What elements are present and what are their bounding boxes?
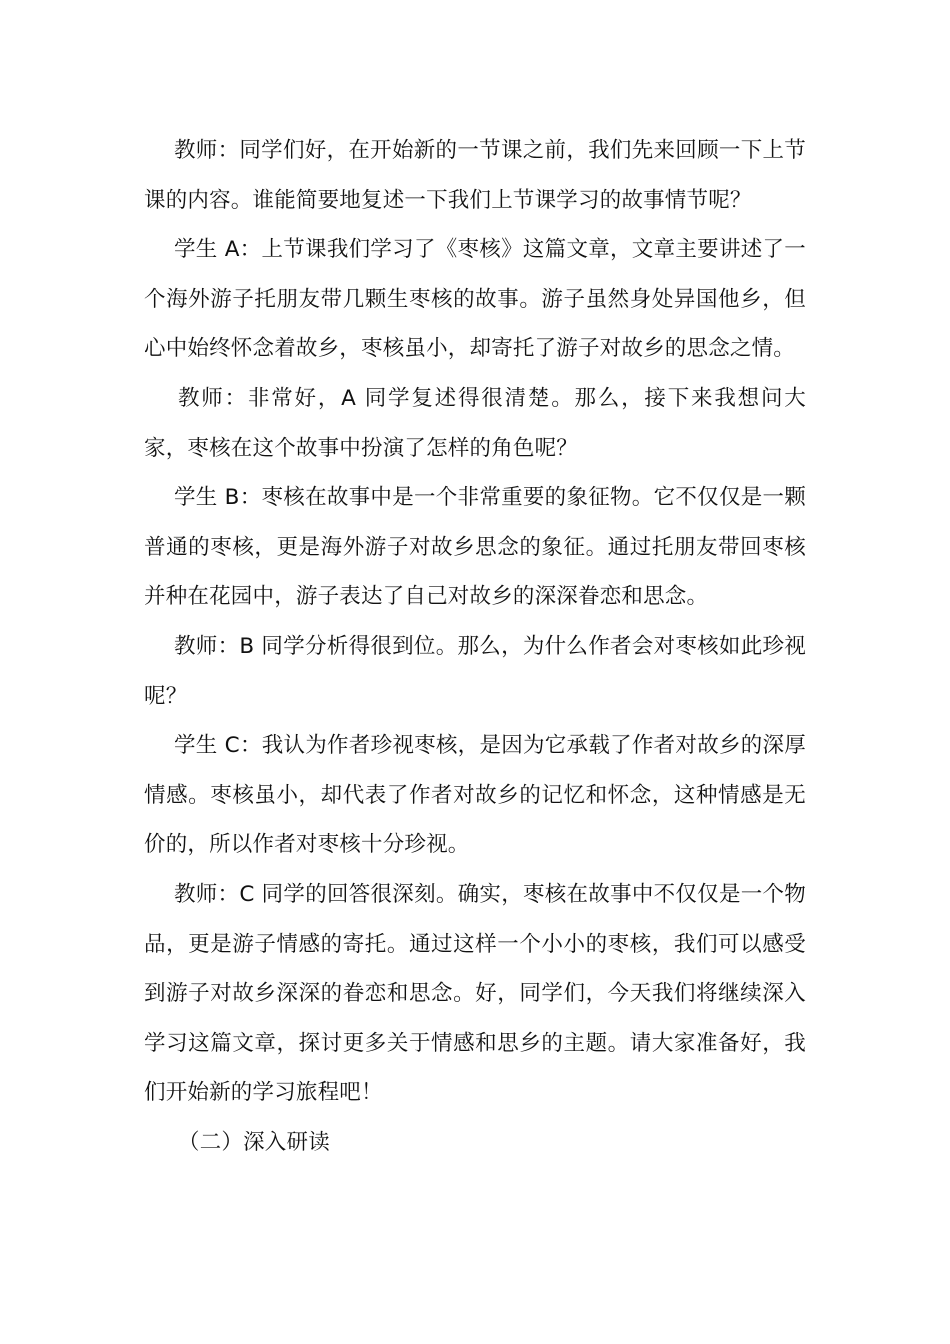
- paragraph-student-c: 学生 C：我认为作者珍视枣核，是因为它承载了作者对故乡的深厚情感。枣核虽小，却代表了作者对故乡的记忆和怀念，这种情感是无价的，所以作者对枣核十分珍视。: [144, 733, 806, 858]
- paragraph-student-a: 学生 A：上节课我们学习了《枣核》这篇文章，文章主要讲述了一个海外游子托朋友带几颗生枣核的故事。游子虽然身处异国他乡，但心中始终怀念着故乡，枣核虽小，却寄托了游子对故乡的思念之情。: [144, 237, 806, 362]
- document-body: [144, 126, 806, 1167]
- paragraph-teacher-3: 教师：B 同学分析得很到位。那么，为什么作者会对枣核如此珍视呢？: [144, 633, 806, 709]
- section-heading: （二）深入研读: [178, 1129, 330, 1155]
- paragraph-teacher-4: 教师：C 同学的回答很深刻。确实，枣核在故事中不仅仅是一个物品，更是游子情感的寄托。通过这样一个小小的枣核，我们可以感受到游子对故乡深深的眷恋和思念。好，同学们，今天我们将继续深入学习这篇文章，探讨更多关于情感和思乡的主题。请大家准备好，我们开始新的学习旅程吧！: [144, 881, 806, 1106]
- paragraph-teacher-1: 教师：同学们好，在开始新的一节课之前，我们先来回顾一下上节课的内容。谁能简要地复述一下我们上节课学习的故事情节呢？: [144, 138, 806, 213]
- paragraph-student-b: 学生 B：枣核在故事中是一个非常重要的象征物。它不仅仅是一颗普通的枣核，更是海外游子对故乡思念的象征。通过托朋友带回枣核并种在花园中，游子表达了自己对故乡的深深眷恋和思念。: [144, 485, 806, 610]
- paragraph-teacher-2: 教师：非常好，A 同学复述得很清楚。那么，接下来我想问大家，枣核在这个故事中扮演了怎样的角色呢？: [144, 385, 806, 461]
